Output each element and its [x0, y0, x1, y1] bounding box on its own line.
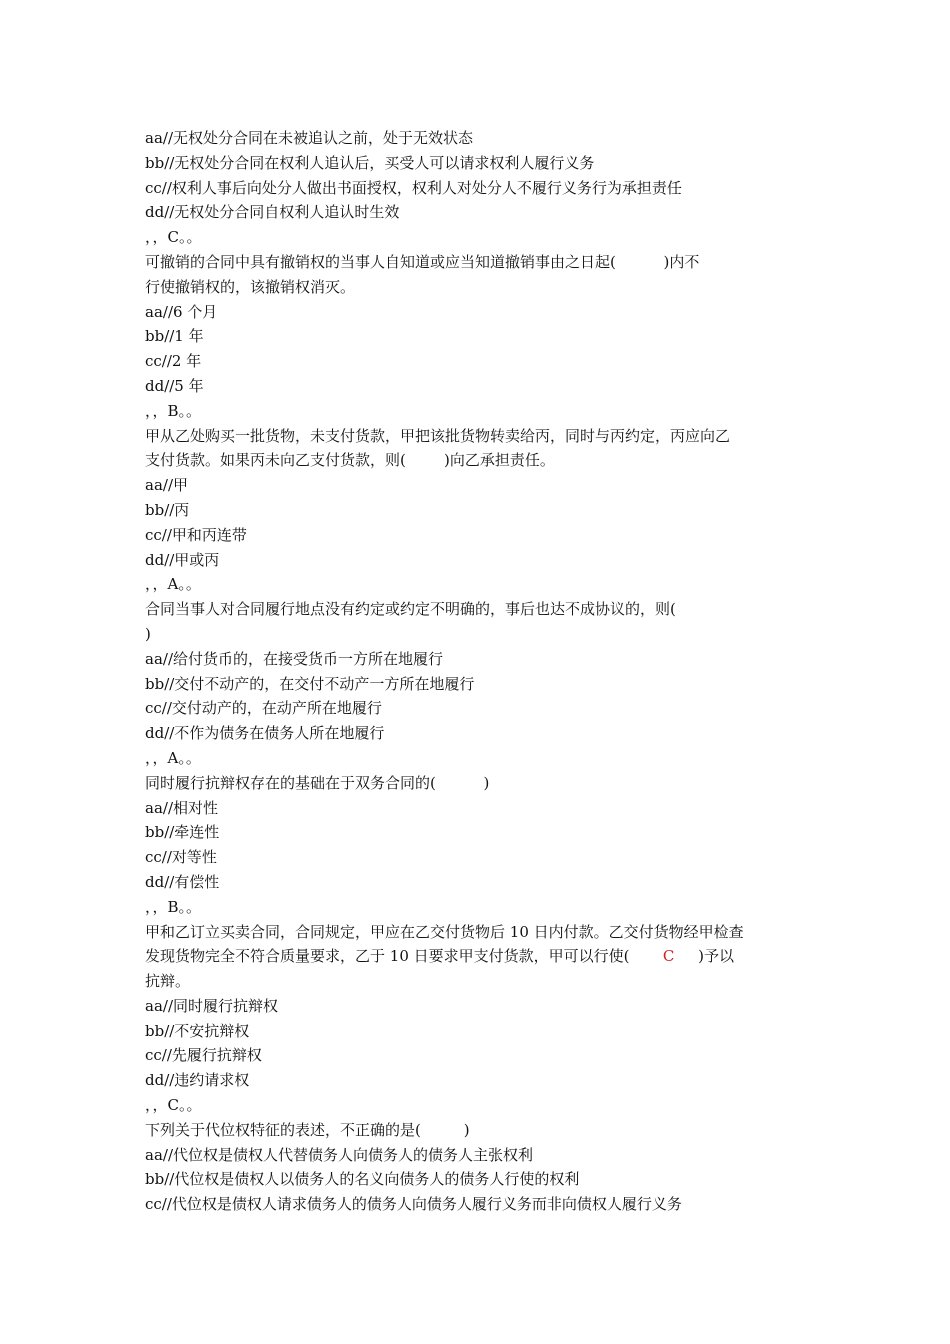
answer-key: ，，A。。 — [145, 575, 201, 594]
answer-option: cc//甲和丙连带 — [145, 525, 247, 544]
question-text: 同时履行抗辩权存在的基础在于双务合同的( ) — [145, 773, 490, 792]
answer-option: bb//不安抗辩权 — [145, 1021, 250, 1040]
answer-option: bb//无权处分合同在权利人追认后，买受人可以请求权利人履行义务 — [145, 153, 595, 172]
answer-option: dd//有偿性 — [145, 872, 220, 891]
question-text: 下列关于代位权特征的表述，不正确的是( ) — [145, 1120, 470, 1139]
answer-option: cc//交付动产的，在动产所在地履行 — [145, 699, 382, 718]
question-text — [145, 944, 810, 969]
answer-key: ，，A。。 — [145, 748, 201, 767]
answer-option: cc//权利人事后向处分人做出书面授权，权利人对处分人不履行义务行为承担责任 — [145, 178, 682, 197]
question-text: 甲从乙处购买一批货物，未支付货款，甲把该批货物转卖给丙，同时与丙约定，丙应向乙 — [145, 426, 731, 445]
answer-option: aa//给付货币的，在接受货币一方所在地履行 — [145, 649, 443, 668]
handwritten-answer: C — [662, 947, 675, 966]
question-text: 甲和乙订立买卖合同，合同规定，甲应在乙交付货物后 10 日内付款。乙交付货物经甲检查 — [145, 922, 744, 941]
answer-option: cc//2 年 — [145, 352, 202, 371]
answer-key: ，，B。。 — [145, 897, 202, 916]
question-text-segment: )予以 — [674, 947, 735, 966]
document-page — [145, 126, 810, 1217]
question-text: 支付货款。如果丙未向乙支付货款，则( )向乙承担责任。 — [145, 451, 555, 470]
answer-key: ，，C。。 — [145, 228, 202, 247]
question-text: 行使撤销权的，该撤销权消灭。 — [145, 277, 356, 296]
answer-option: cc//代位权是债权人请求债务人的债务人向债务人履行义务而非向债权人履行义务 — [145, 1195, 682, 1214]
answer-option: aa//相对性 — [145, 798, 218, 817]
answer-option: dd//违约请求权 — [145, 1071, 250, 1090]
answer-option: aa//甲 — [145, 476, 188, 495]
answer-option: dd//5 年 — [145, 376, 204, 395]
answer-option: bb//交付不动产的，在交付不动产一方所在地履行 — [145, 674, 475, 693]
answer-key: ，，C。。 — [145, 1096, 202, 1115]
answer-option: bb//代位权是债权人以债务人的名义向债务人的债务人行使的权利 — [145, 1170, 580, 1189]
question-text-segment: 发现货物完全不符合质量要求，乙于 10 日要求甲支付货款，甲可以行使( — [145, 947, 663, 966]
question-text: 抗辩。 — [145, 972, 191, 991]
answer-option: bb//丙 — [145, 500, 190, 519]
question-text: ) — [145, 624, 151, 643]
question-text: 可撤销的合同中具有撤销权的当事人自知道或应当知道撤销事由之日起( )内不 — [145, 252, 700, 271]
answer-option: dd//甲或丙 — [145, 550, 220, 569]
answer-option: aa//6 个月 — [145, 302, 218, 321]
question-text: 合同当事人对合同履行地点没有约定或约定不明确的，事后也达不成协议的，则( — [145, 600, 676, 619]
answer-option: cc//先履行抗辩权 — [145, 1046, 262, 1065]
answer-option: bb//1 年 — [145, 327, 204, 346]
answer-key: ，，B。。 — [145, 401, 202, 420]
answer-option: bb//牵连性 — [145, 823, 220, 842]
answer-option: cc//对等性 — [145, 848, 217, 867]
answer-option: aa//同时履行抗辩权 — [145, 996, 278, 1015]
answer-option: aa//无权处分合同在未被追认之前，处于无效状态 — [145, 129, 473, 147]
answer-option: dd//无权处分合同自权利人追认时生效 — [145, 203, 400, 222]
answer-option: aa//代位权是债权人代替债务人向债务人的债务人主张权利 — [145, 1145, 533, 1164]
answer-option: dd//不作为债务在债务人所在地履行 — [145, 724, 385, 743]
